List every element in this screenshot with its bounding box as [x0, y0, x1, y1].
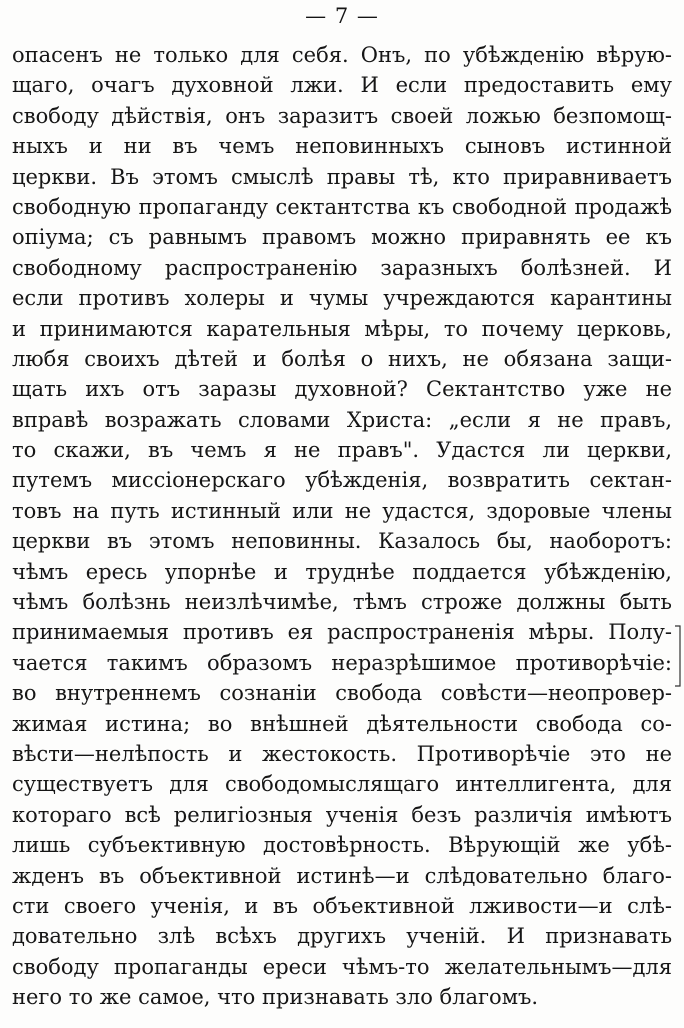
text-line: принимаемыя противъ ея распространенія мѣры. Полу-: [12, 620, 672, 645]
text-line: существуетъ для свободомыслящаго интеллигента, для: [12, 772, 672, 797]
text-line: любя своихъ дѣтей и болѣя о нихъ, не обязана защи-: [12, 346, 672, 371]
text-line: чѣмъ ересь упорнѣе и труднѣе поддается убѣжденію,: [12, 559, 672, 584]
text-line: жденъ въ объективной истинѣ—и слѣдовательно благо-: [12, 863, 672, 888]
text-line: во внутреннемъ сознаніи свобода совѣсти—неопровер-: [12, 681, 672, 706]
text-line: церкви. Въ этомъ смыслѣ правы тѣ, кто приравниваетъ: [12, 164, 672, 189]
text-line: жимая истина; во внѣшней дѣятельности свобода со-: [12, 711, 672, 736]
text-line: путемъ миссіонерскаго убѣжденія, возвратить сектан-: [12, 468, 672, 493]
text-line: лишь субъективную достовѣрность. Вѣрующій же убѣ-: [12, 833, 672, 858]
text-line: свободному распространенію заразныхъ болѣзней. И: [12, 255, 672, 280]
text-line: чается такимъ образомъ неразрѣшимое противорѣчіе:: [12, 650, 672, 675]
text-line: и принимаются карательныя мѣры, то почему церковь,: [12, 316, 672, 341]
text-line: товъ на путь истинный или не удастся, здоровые члены: [12, 498, 672, 523]
text-line: то скажи, въ чемъ я не правъ". Удастся ли церкви,: [12, 438, 672, 463]
margin-bracket-mark: [674, 624, 682, 688]
text-line: ныхъ и ни въ чемъ неповинныхъ сыновъ истинной: [12, 134, 672, 159]
text-line: него то же самое, что признавать зло благомъ.: [12, 985, 539, 1010]
text-line: чѣмъ болѣзнь неизлѣчимѣе, тѣмъ строже должны быть: [12, 590, 672, 615]
text-line: свободную пропаганду сектантства къ свободной продажѣ: [12, 194, 672, 219]
text-line: опіума; съ равнымъ правомъ можно приравнять ее къ: [12, 225, 672, 250]
text-line: вѣсти—нелѣпость и жестокость. Противорѣчіе это не: [12, 741, 672, 766]
body-text: [12, 40, 672, 1013]
page-number: — 7 —: [305, 4, 379, 28]
text-line: щать ихъ отъ заразы духовной? Сектантство уже не: [12, 377, 672, 402]
text-line: свободу дѣйствія, онъ заразитъ своей ложью безпомощ-: [12, 103, 672, 128]
text-line: свободу пропаганды ереси чѣмъ-то желательнымъ—для: [12, 954, 672, 979]
text-line: сти своего ученія, и въ объективной лживости—и слѣ-: [12, 893, 672, 918]
text-line: вправѣ возражать словами Христа: „если я не правъ,: [12, 407, 672, 432]
text-line: если противъ холеры и чумы учреждаются карантины: [12, 286, 672, 311]
text-line: котораго всѣ религіозныя ученія безъ различія имѣютъ: [12, 802, 672, 827]
text-line: церкви въ этомъ неповинны. Казалось бы, наоборотъ:: [12, 529, 672, 554]
text-line: опасенъ не только для себя. Онъ, по убѣжденію вѣрую-: [12, 43, 672, 67]
text-line: щаго, очагъ духовной лжи. И если предоставить ему: [12, 73, 672, 98]
text-line: довательно злѣ всѣхъ другихъ ученій. И признавать: [12, 924, 672, 949]
